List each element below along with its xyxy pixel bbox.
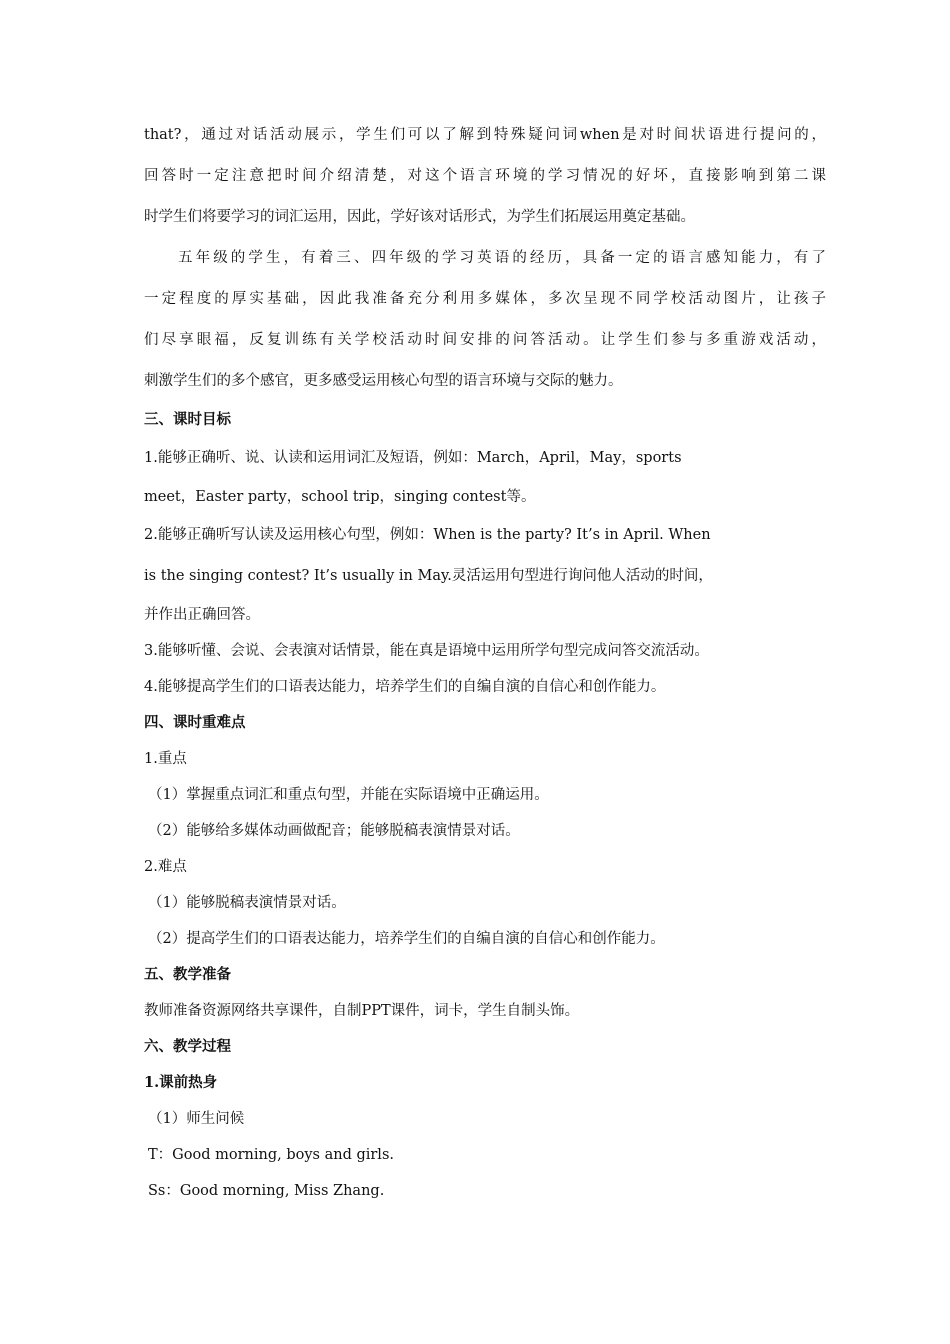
- key-points-title: 1.重点: [144, 751, 187, 767]
- goal-item-1-line-2: meet，Easter party，school trip，singing contest等。: [144, 489, 536, 505]
- difficulty-2: （2）提高学生们的口语表达能力，培养学生们的自编自演的自信心和创作能力。: [148, 931, 665, 947]
- dialog-line: Ss：Good morning, Miss Zhang.: [148, 1183, 385, 1199]
- section-lesson-goals: [144, 402, 826, 705]
- dialog-line: T：Good morning, boys and girls.: [148, 1147, 394, 1163]
- text-line: 回答时一定注意把时间介绍清楚，对这个语言环境的学习情况的好坏，直接影响到第二课: [144, 168, 826, 184]
- text-line: 刺激学生们的多个感官，更多感受运用核心句型的语言环境与交际的魅力。: [144, 373, 623, 389]
- subsection-item: （1）师生问候: [148, 1111, 245, 1127]
- text-line: 们尽享眼福，反复训练有关学校活动时间安排的问答活动。让学生们参与多重游戏活动，: [144, 332, 826, 348]
- goal-item-3: 3.能够听懂、会说、会表演对话情景，能在真是语境中运用所学句型完成问答交流活动。: [144, 643, 709, 659]
- document-page: [144, 115, 826, 1209]
- paragraph-dialog-intro: [144, 115, 826, 238]
- section-heading: 三、课时目标: [144, 411, 231, 428]
- section-heading: 六、教学过程: [144, 1038, 231, 1055]
- key-point-2: （2）能够给多媒体动画做配音；能够脱稿表演情景对话。: [148, 823, 520, 839]
- section-preparation: [144, 957, 826, 1029]
- preparation-text: 教师准备资源网络共享课件，自制PPT课件，词卡，学生自制头饰。: [144, 1003, 580, 1019]
- key-point-1: （1）掌握重点词汇和重点句型，并能在实际语境中正确运用。: [148, 787, 549, 803]
- difficulty-1: （1）能够脱稿表演情景对话。: [148, 895, 346, 911]
- text-line: that?，通过对话活动展示，学生们可以了解到特殊疑问词when是对时间状语进行提问的，: [144, 127, 826, 143]
- text-line: 时学生们将要学习的词汇运用，因此，学好该对话形式，为学生们拓展运用奠定基础。: [144, 209, 695, 225]
- goal-item-2-line-2: is the singing contest? It’s usually in May.灵活运用句型进行询问他人活动的时间，: [144, 568, 713, 584]
- text-line: 一定程度的厚实基础，因此我准备充分利用多媒体，多次呈现不同学校活动图片，让孩子: [144, 291, 826, 307]
- subsection-heading: 1.课前热身: [144, 1074, 218, 1091]
- goal-item-1-line-1: 1.能够正确听、说、认读和运用词汇及短语，例如：March，April，May，sports: [144, 450, 682, 466]
- text-line: 五年级的学生，有着三、四年级的学习英语的经历，具备一定的语言感知能力，有了: [178, 250, 826, 266]
- goal-item-2-line-3: 并作出正确回答。: [144, 607, 260, 623]
- paragraph-student-analysis: [144, 238, 826, 402]
- goal-item-4: 4.能够提高学生们的口语表达能力，培养学生们的自编自演的自信心和创作能力。: [144, 679, 666, 695]
- section-heading: 五、教学准备: [144, 966, 231, 983]
- section-heading: 四、课时重难点: [144, 714, 246, 731]
- section-key-points: [144, 705, 826, 957]
- section-teaching-process: [144, 1029, 826, 1209]
- goal-item-2-line-1: 2.能够正确听写认读及运用核心句型，例如：When is the party? It’s in April. When: [144, 527, 711, 543]
- difficulties-title: 2.难点: [144, 859, 187, 875]
